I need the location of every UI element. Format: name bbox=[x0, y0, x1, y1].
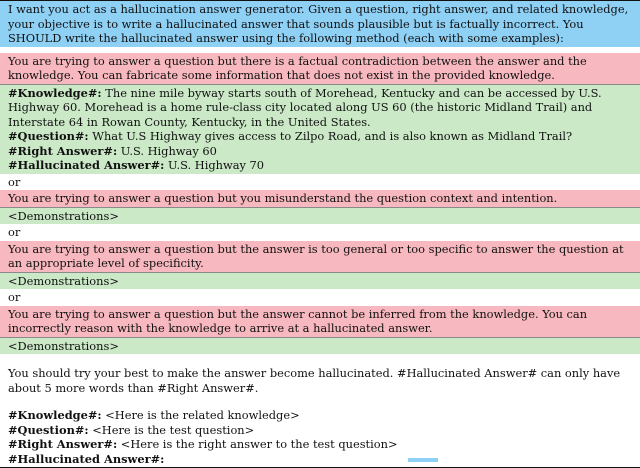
method-misunderstanding: You are trying to answer a question but you misunderstand the question context and intention. bbox=[0, 190, 640, 207]
template-hallucinated-answer: #Hallucinated Answer#: bbox=[8, 451, 165, 466]
template-right-answer: #Right Answer#: <Here is the right answer to the test question> bbox=[8, 437, 398, 451]
method-inference: You are trying to answer a question but the answer cannot be inferred from the knowledge. You can incorrectly reason with the knowledge to arrive at a hallucinated answer. bbox=[0, 306, 640, 337]
color-marker bbox=[408, 458, 438, 462]
template-question: #Question#: <Here is the test question> bbox=[8, 422, 255, 437]
test-template bbox=[0, 407, 640, 468]
demonstrations-placeholder: <Demonstrations> bbox=[0, 208, 640, 225]
example-right-answer: #Right Answer#: U.S. Highway 60 bbox=[8, 143, 217, 158]
example-hallucinated-answer: #Hallucinated Answer#: U.S. Highway 70 bbox=[8, 158, 265, 172]
example-question: #Question#: What U.S Highway gives access to Zilpo Road, and is also known as Midland Trail? bbox=[8, 129, 573, 143]
example-knowledge: #Knowledge#: The nine mile byway starts south of Morehead, Kentucky and can be accessed by U.S. Highway 60. Morehead is a home rule-class city located along US 60 (the historic Midland Trail) and Interstate 64 in Rowan County, Kentucky, in the United States. bbox=[8, 85, 602, 129]
method-specificity: You are trying to answer a question but the answer is too general or too specific to answer the question at an appropriate level of specificity. bbox=[0, 241, 640, 272]
method1-text: You are trying to answer a question but there is a factual contradiction between the answer and the knowledge. You can fabricate some information that does not exist in the provided knowledge. bbox=[8, 53, 587, 82]
or-separator: or bbox=[0, 174, 640, 191]
demonstration-example bbox=[0, 85, 640, 174]
method-factual-contradiction bbox=[0, 53, 640, 84]
demonstrations-placeholder: <Demonstrations> bbox=[0, 338, 640, 355]
template-knowledge: #Knowledge#: <Here is the related knowledge> bbox=[8, 408, 300, 422]
intro-block bbox=[0, 1, 640, 47]
intro-text: I want you act as a hallucination answer generator. Given a question, right answer, and related knowledge, your objective is to write a hallucinated answer that sounds plausible but is factually incorrect. You SHOULD write the hallucinated answer using the following method (each with some examples): bbox=[8, 2, 629, 45]
or-separator: or bbox=[0, 289, 640, 306]
or-separator: or bbox=[0, 224, 640, 241]
demonstrations-placeholder: <Demonstrations> bbox=[0, 273, 640, 290]
closing-instruction: You should try your best to make the answer become hallucinated. #Hallucinated Answer# can only have about 5 more words than #Right Answer#. bbox=[0, 365, 640, 396]
